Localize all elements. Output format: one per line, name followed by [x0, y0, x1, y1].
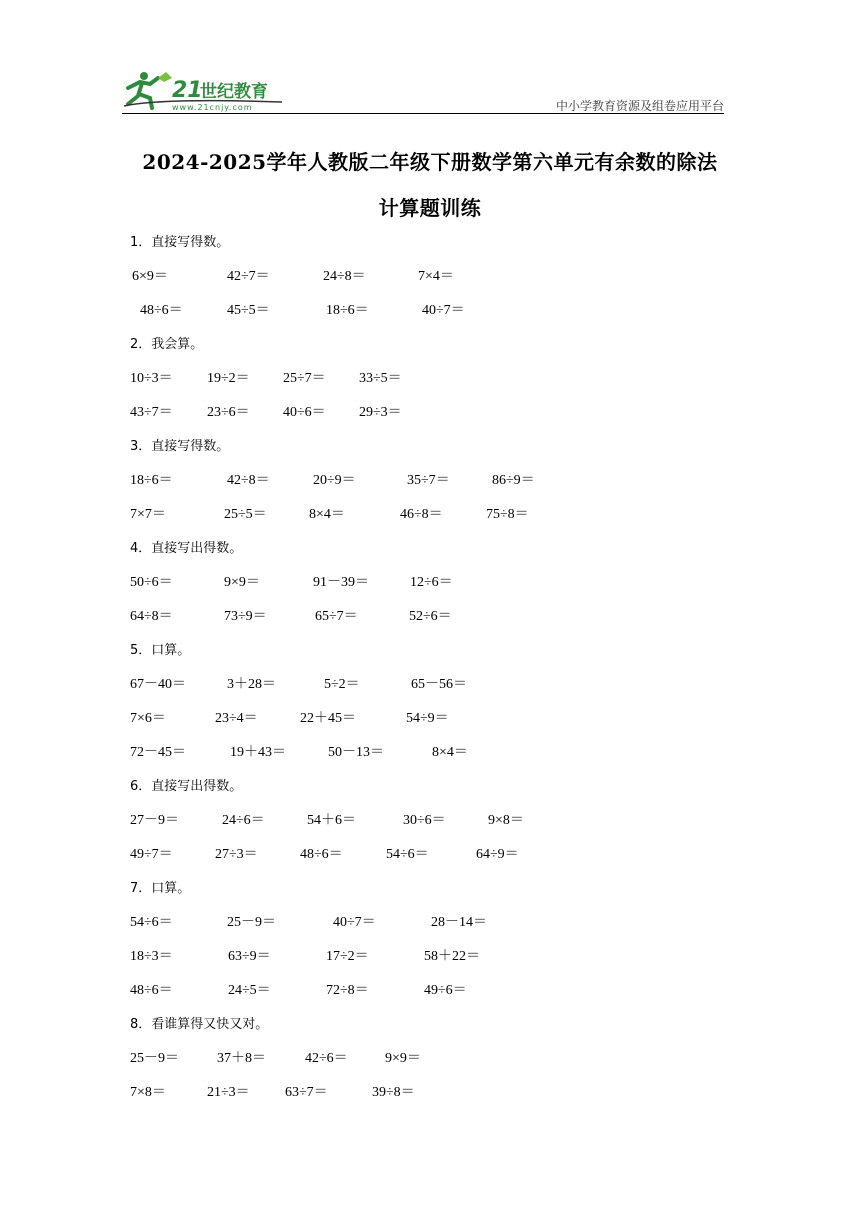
problem-row — [130, 265, 730, 299]
question-title: 1．直接写得数。 — [130, 235, 230, 250]
math-problem: 86÷9＝ — [492, 473, 535, 488]
math-problem: 8×4＝ — [432, 745, 468, 760]
platform-label: 中小学教育资源及组卷应用平台 — [555, 99, 724, 113]
page-header — [122, 66, 724, 114]
math-problem: 67－40＝ — [130, 677, 186, 692]
math-problem: 19÷2＝ — [207, 371, 250, 386]
math-problem: 28－14＝ — [431, 915, 487, 930]
runner-logo-icon — [122, 68, 292, 112]
problem-row — [130, 503, 730, 537]
math-problem: 65÷7＝ — [315, 609, 358, 624]
math-problem: 18÷6＝ — [326, 303, 369, 318]
math-problem: 29÷3＝ — [359, 405, 402, 420]
math-problem: 42÷7＝ — [227, 269, 270, 284]
math-problem: 48÷6＝ — [140, 303, 183, 318]
math-problem: 25÷7＝ — [283, 371, 326, 386]
math-problem: 25－9＝ — [227, 915, 276, 930]
math-problem: 23÷4＝ — [215, 711, 258, 726]
math-problem: 25÷5＝ — [224, 507, 267, 522]
question-title: 6．直接写出得数。 — [130, 779, 243, 794]
problem-row — [130, 843, 730, 877]
math-problem: 54÷6＝ — [130, 915, 173, 930]
problem-row — [130, 707, 730, 741]
math-problem: 39÷8＝ — [372, 1085, 415, 1100]
problem-row — [130, 911, 730, 945]
math-problem: 65－56＝ — [411, 677, 467, 692]
math-problem: 63÷7＝ — [285, 1085, 328, 1100]
math-problem: 37＋8＝ — [217, 1051, 266, 1066]
math-problem: 64÷9＝ — [476, 847, 519, 862]
logo-21cnjy — [122, 68, 292, 112]
math-problem: 72÷8＝ — [326, 983, 369, 998]
problem-row — [130, 367, 730, 401]
question-title: 8．看谁算得又快又对。 — [130, 1017, 269, 1032]
math-problem: 24÷5＝ — [228, 983, 271, 998]
page-subtitle: 计算题训练 — [378, 196, 482, 220]
svg-text:21: 21 — [172, 78, 203, 103]
problem-row — [130, 469, 730, 503]
math-problem: 10÷3＝ — [130, 371, 173, 386]
math-problem: 3＋28＝ — [227, 677, 276, 692]
problem-row — [130, 299, 730, 333]
math-problem: 19＋43＝ — [230, 745, 286, 760]
math-problem: 27÷3＝ — [215, 847, 258, 862]
problem-row — [130, 1047, 730, 1081]
math-problem: 45÷5＝ — [227, 303, 270, 318]
math-problem: 23÷6＝ — [207, 405, 250, 420]
problem-row — [130, 809, 730, 843]
math-problem: 27－9＝ — [130, 813, 179, 828]
math-problem: 50－13＝ — [328, 745, 384, 760]
problem-row — [130, 605, 730, 639]
math-problem: 7×7＝ — [130, 507, 166, 522]
math-problem: 49÷6＝ — [424, 983, 467, 998]
problem-row — [130, 571, 730, 605]
math-problem: 46÷8＝ — [400, 507, 443, 522]
question-title: 7．口算。 — [130, 881, 191, 896]
math-problem: 42÷8＝ — [227, 473, 270, 488]
math-problem: 40÷7＝ — [422, 303, 465, 318]
math-problem: 18÷6＝ — [130, 473, 173, 488]
math-problem: 9×9＝ — [385, 1051, 421, 1066]
math-problem: 58＋22＝ — [424, 949, 480, 964]
math-problem: 30÷6＝ — [403, 813, 446, 828]
problem-row — [130, 401, 730, 435]
math-problem: 24÷8＝ — [323, 269, 366, 284]
problem-row — [130, 673, 730, 707]
math-problem: 49÷7＝ — [130, 847, 173, 862]
math-problem: 35÷7＝ — [407, 473, 450, 488]
math-problem: 9×8＝ — [488, 813, 524, 828]
math-problem: 7×6＝ — [130, 711, 166, 726]
math-problem: 91－39＝ — [313, 575, 369, 590]
svg-text:www.21cnjy.com: www.21cnjy.com — [172, 103, 253, 112]
math-problem: 22＋45＝ — [300, 711, 356, 726]
math-problem: 75÷8＝ — [486, 507, 529, 522]
math-problem: 43÷7＝ — [130, 405, 173, 420]
math-problem: 63÷9＝ — [228, 949, 271, 964]
math-problem: 42÷6＝ — [305, 1051, 348, 1066]
math-problem: 54＋6＝ — [307, 813, 356, 828]
math-problem: 40÷6＝ — [283, 405, 326, 420]
question-title: 4．直接写出得数。 — [130, 541, 243, 556]
header-divider — [122, 113, 724, 114]
math-problem: 40÷7＝ — [333, 915, 376, 930]
logo-text: 世纪教育 — [200, 82, 268, 102]
math-problem: 8×4＝ — [309, 507, 345, 522]
math-problem: 54÷6＝ — [386, 847, 429, 862]
math-problem: 25－9＝ — [130, 1051, 179, 1066]
math-problem: 21÷3＝ — [207, 1085, 250, 1100]
math-problem: 64÷8＝ — [130, 609, 173, 624]
problem-row — [130, 1081, 730, 1115]
math-problem: 9×9＝ — [224, 575, 260, 590]
math-problem: 73÷9＝ — [224, 609, 267, 624]
math-problem: 12÷6＝ — [410, 575, 453, 590]
problem-row — [130, 945, 730, 979]
math-problem: 52÷6＝ — [409, 609, 452, 624]
problem-row — [130, 979, 730, 1013]
math-problem: 24÷6＝ — [222, 813, 265, 828]
math-problem: 18÷3＝ — [130, 949, 173, 964]
page-title: 2024-2025学年人教版二年级下册数学第六单元有余数的除法 — [142, 150, 718, 174]
math-problem: 54÷9＝ — [406, 711, 449, 726]
math-problem: 6×9＝ — [132, 269, 168, 284]
math-problem: 48÷6＝ — [300, 847, 343, 862]
math-problem: 50÷6＝ — [130, 575, 173, 590]
question-title: 2．我会算。 — [130, 337, 204, 352]
math-problem: 72－45＝ — [130, 745, 186, 760]
math-problem: 7×4＝ — [418, 269, 454, 284]
math-problem: 48÷6＝ — [130, 983, 173, 998]
math-problem: 5÷2＝ — [324, 677, 360, 692]
math-problem: 7×8＝ — [130, 1085, 166, 1100]
exercise-list — [130, 231, 730, 1115]
math-problem: 20÷9＝ — [313, 473, 356, 488]
math-problem: 33÷5＝ — [359, 371, 402, 386]
math-problem: 17÷2＝ — [326, 949, 369, 964]
problem-row — [130, 741, 730, 775]
question-title: 3．直接写得数。 — [130, 439, 230, 454]
question-title: 5．口算。 — [130, 643, 191, 658]
